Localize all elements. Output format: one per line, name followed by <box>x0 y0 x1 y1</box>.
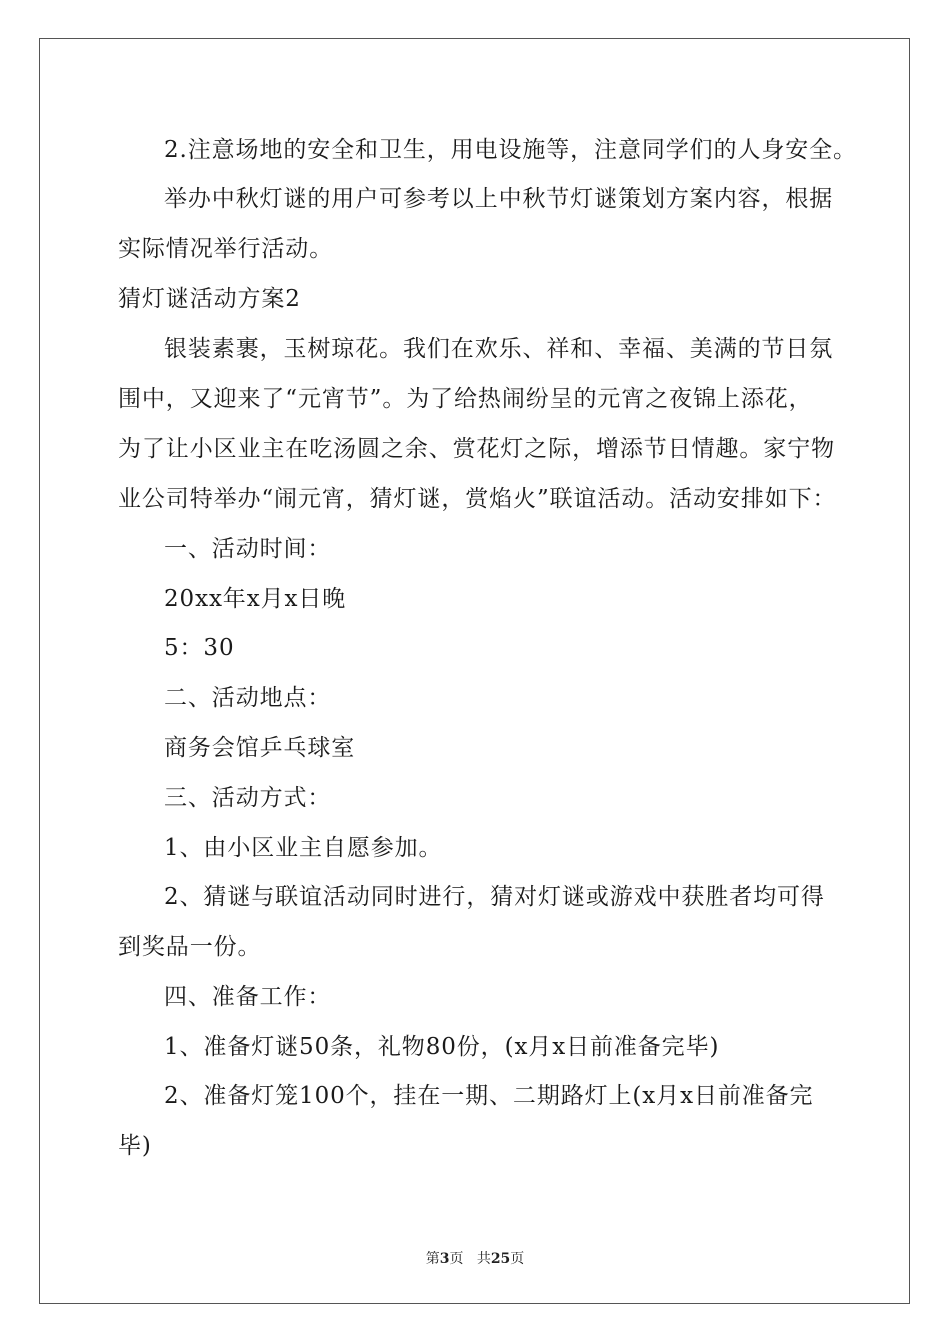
section-heading: 猜灯谜活动方案2 <box>118 286 301 312</box>
paragraph-line: 毕) <box>118 1133 152 1159</box>
paragraph-line: 20xx年x月x日晚 <box>164 586 347 612</box>
list-item: 1、由小区业主自愿参加。 <box>164 835 443 861</box>
page-footer <box>0 1248 950 1268</box>
list-item: 2、准备灯笼100个，挂在一期、二期路灯上(x月x日前准备完 <box>164 1083 814 1109</box>
list-heading: 三、活动方式： <box>164 785 332 811</box>
footer-total-suffix: 页 <box>510 1251 525 1267</box>
paragraph-line: 举办中秋灯谜的用户可参考以上中秋节灯谜策划方案内容，根据 <box>164 186 834 212</box>
paragraph-line: 银装素裹，玉树琼花。我们在欢乐、祥和、幸福、美满的节日氛 <box>164 336 834 362</box>
paragraph-line: 围中，又迎来了“元宵节”。为了给热闹纷呈的元宵之夜锦上添花， <box>118 386 813 412</box>
footer-page-suffix: 页 <box>449 1251 464 1267</box>
paragraph-line: 实际情况举行活动。 <box>118 236 334 262</box>
paragraph-line: 2.注意场地的安全和卫生，用电设施等，注意同学们的人身安全。 <box>164 137 857 163</box>
paragraph-line: 5：30 <box>164 635 235 661</box>
page-border <box>39 38 910 1304</box>
list-heading: 四、准备工作： <box>164 984 332 1010</box>
current-page-number: 3 <box>439 1251 450 1267</box>
paragraph-line: 到奖品一份。 <box>118 934 262 960</box>
footer-total-prefix: 共 <box>476 1251 491 1267</box>
paragraph-line: 为了让小区业主在吃汤圆之余、赏花灯之际，增添节日情趣。家宁物 <box>118 436 835 462</box>
paragraph-line: 商务会馆乒乓球室 <box>164 735 356 761</box>
total-pages-number: 25 <box>490 1251 511 1267</box>
list-item: 2、猜谜与联谊活动同时进行，猜对灯谜或游戏中获胜者均可得 <box>164 884 825 910</box>
list-heading: 一、活动时间： <box>164 536 332 562</box>
paragraph-line: 业公司特举办“闹元宵，猜灯谜，赏焰火”联谊活动。活动安排如下： <box>118 486 837 512</box>
list-heading: 二、活动地点： <box>164 685 332 711</box>
footer-prefix: 第 <box>425 1251 440 1267</box>
list-item: 1、准备灯谜50条，礼物80份，(x月x日前准备完毕) <box>164 1034 720 1060</box>
